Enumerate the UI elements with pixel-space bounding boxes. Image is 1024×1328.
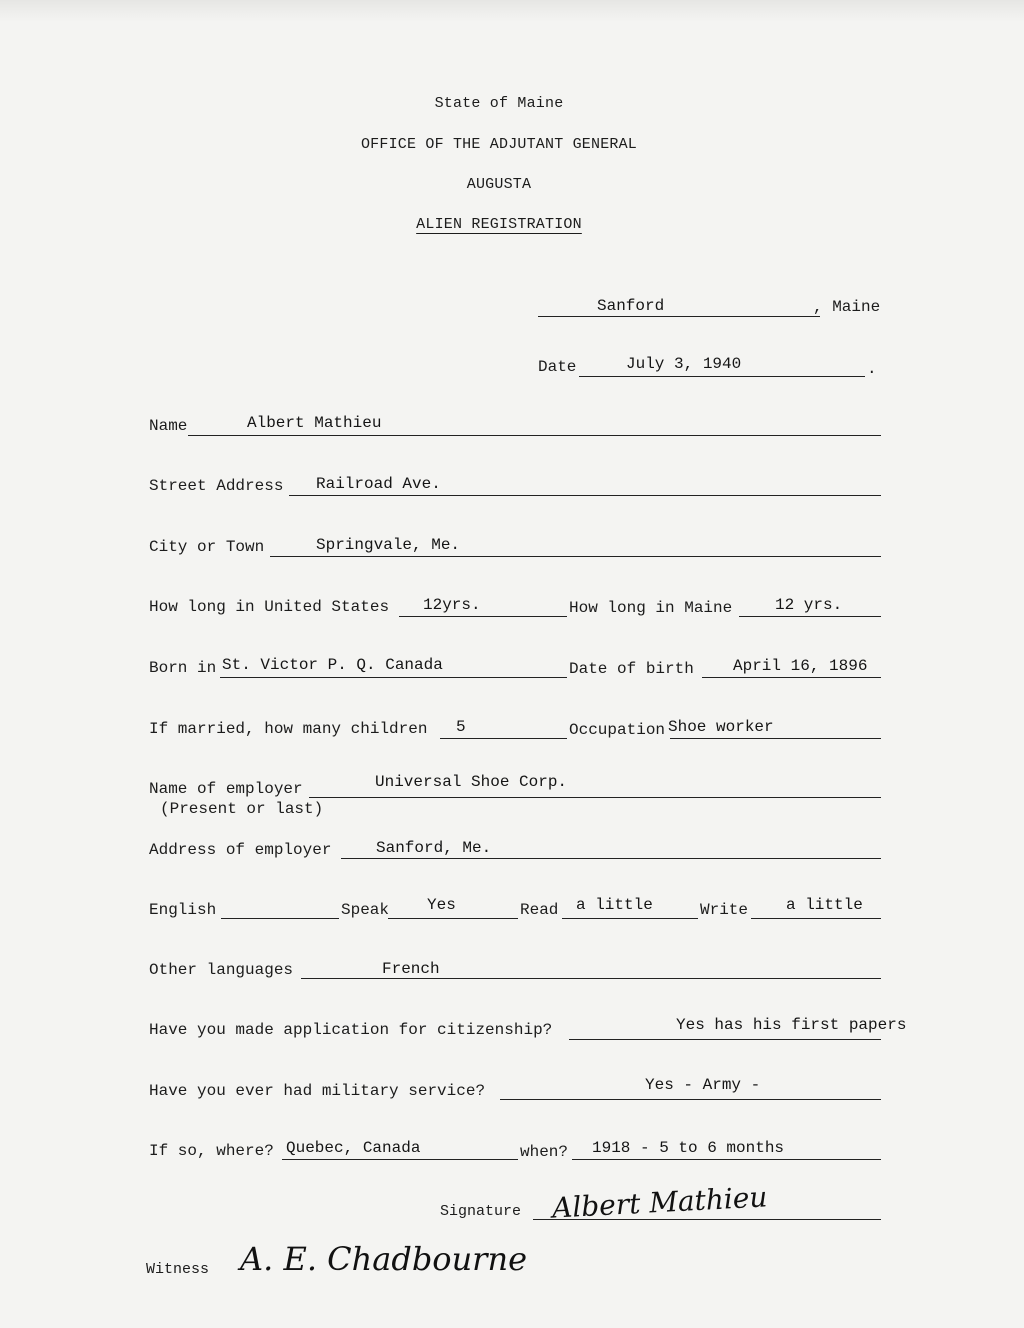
date-end-mark: .	[867, 360, 877, 378]
place-suffix: , Maine	[813, 298, 881, 316]
us-years-line	[399, 616, 567, 617]
occupation-value: Shoe worker	[668, 718, 774, 736]
header-city: AUGUSTA	[466, 176, 532, 193]
speak-label: Speak	[341, 901, 390, 919]
employer-address-value: Sanford, Me.	[376, 839, 492, 857]
us-years-label: How long in United States	[149, 598, 390, 616]
write-line	[751, 918, 881, 919]
speak-line	[388, 918, 518, 919]
street-label: Street Address	[149, 477, 284, 495]
employer-label: Name of employer	[149, 780, 303, 798]
citizenship-line	[569, 1039, 881, 1040]
occupation-line	[670, 738, 881, 739]
me-years-value: 12 yrs.	[775, 596, 843, 614]
witness-handwritten: A. E. Chadbourne	[240, 1240, 528, 1278]
citizenship-value: Yes has his first papers	[676, 1016, 907, 1034]
me-years-line	[739, 616, 881, 617]
speak-value: Yes	[427, 896, 456, 914]
name-value: Albert Mathieu	[247, 414, 382, 432]
when-label: when?	[520, 1143, 569, 1161]
signature-label: Signature	[440, 1203, 522, 1220]
other-languages-line	[301, 978, 881, 979]
city-line	[270, 556, 881, 557]
children-label: If married, how many children	[149, 720, 428, 738]
header-state: State of Maine	[434, 95, 564, 112]
header-form-title: ALIEN REGISTRATION	[416, 216, 582, 233]
signature-handwritten: Albert Mathieu	[551, 1180, 769, 1225]
born-label: Born in	[149, 659, 217, 677]
born-value: St. Victor P. Q. Canada	[222, 656, 443, 674]
place-line	[538, 316, 820, 317]
military-line	[500, 1099, 881, 1100]
city-value: Springvale, Me.	[316, 536, 461, 554]
english-line	[221, 918, 339, 919]
city-label: City or Town	[149, 538, 265, 556]
dob-line	[702, 677, 881, 678]
street-line	[289, 495, 881, 496]
read-label: Read	[520, 901, 559, 919]
where-line	[282, 1159, 518, 1160]
read-line	[562, 918, 698, 919]
when-value: 1918 - 5 to 6 months	[592, 1139, 785, 1157]
employer-value: Universal Shoe Corp.	[375, 773, 568, 791]
employer-sublabel: (Present or last)	[160, 800, 324, 818]
dob-value: April 16, 1896	[733, 657, 868, 675]
military-label: Have you ever had military service?	[149, 1082, 486, 1100]
employer-address-line	[341, 858, 881, 859]
place-city-value: Sanford	[597, 297, 665, 315]
name-label: Name	[149, 417, 188, 435]
name-line	[188, 435, 881, 436]
employer-address-label: Address of employer	[149, 841, 332, 859]
children-line	[440, 738, 567, 739]
where-label: If so, where?	[149, 1142, 274, 1160]
street-value: Railroad Ave.	[316, 475, 441, 493]
date-value: July 3, 1940	[626, 355, 742, 373]
header-office: OFFICE OF THE ADJUTANT GENERAL	[360, 136, 638, 153]
military-value: Yes - Army -	[645, 1076, 761, 1094]
other-languages-label: Other languages	[149, 961, 294, 979]
us-years-value: 12yrs.	[423, 596, 481, 614]
where-value: Quebec, Canada	[286, 1139, 421, 1157]
occupation-label: Occupation	[569, 721, 666, 739]
write-label: Write	[700, 901, 749, 919]
citizenship-label: Have you made application for citizenship?	[149, 1021, 553, 1039]
dob-label: Date of birth	[569, 660, 694, 678]
date-line	[579, 376, 865, 377]
scan-edge-shadow	[0, 0, 1024, 22]
me-years-label: How long in Maine	[569, 599, 733, 617]
english-label: English	[149, 901, 217, 919]
born-line	[220, 677, 567, 678]
employer-line	[309, 797, 881, 798]
write-value: a little	[786, 896, 863, 914]
date-label: Date	[538, 358, 577, 376]
children-value: 5	[456, 718, 466, 736]
read-value: a little	[576, 896, 653, 914]
witness-label: Witness	[146, 1261, 210, 1278]
when-line	[572, 1159, 881, 1160]
other-languages-value: French	[382, 960, 440, 978]
